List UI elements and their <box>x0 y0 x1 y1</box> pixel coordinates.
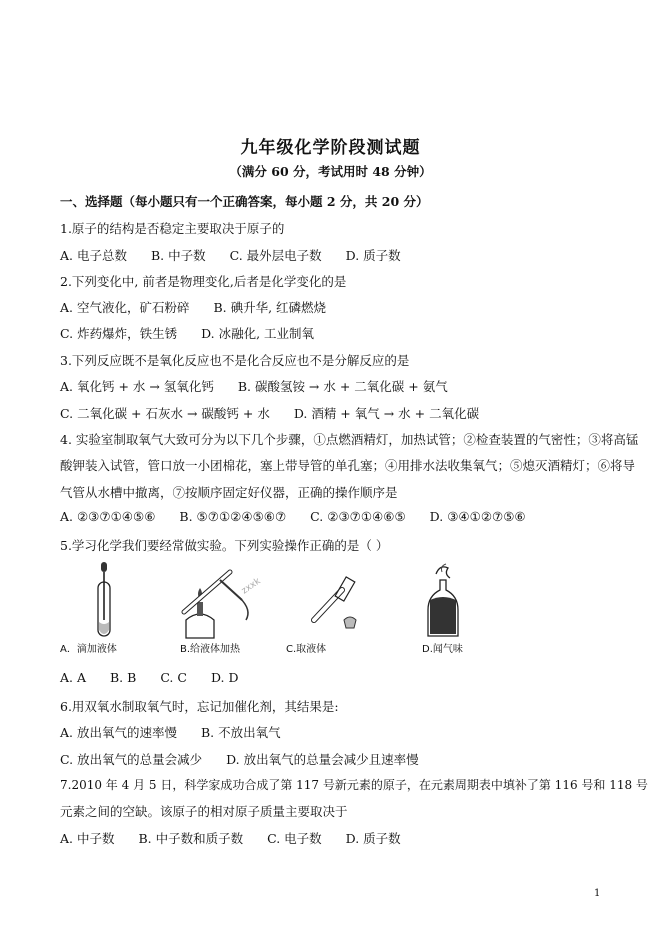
option: B. 碳酸氢铵 → 水 + 二氧化碳 + 氨气 <box>237 379 448 394</box>
question-6-options-row1 <box>60 723 301 741</box>
option: A. ②③⑦①④⑤⑥ <box>60 509 156 524</box>
option: A. 空气液化，矿石粉碎 <box>60 300 190 315</box>
question-1-stem: 1.原子的结构是否稳定主要取决于原子的 <box>60 221 285 236</box>
option: C. 放出氧气的总量会减少 <box>60 752 203 767</box>
option: B. 不放出氧气 <box>200 725 281 740</box>
option: D. 放出氧气的总量会减少且速率慢 <box>226 752 419 767</box>
option: B. 中子数和质子数 <box>138 831 244 846</box>
option: D. 质子数 <box>345 248 401 263</box>
question-4-line1: 4. 实验室制取氧气大致可分为以下几个步骤，①点燃酒精灯，加热试管；②检查装置的气密性；③将高锰 <box>60 432 639 447</box>
option: D. 冰融化, 工业制氧 <box>201 326 315 341</box>
option: D. 质子数 <box>345 831 401 846</box>
figure-c <box>286 560 392 655</box>
page-subtitle: （满分 60 分，考试用时 48 分钟） <box>229 164 432 179</box>
question-1-options <box>60 246 421 264</box>
option: A. 放出氧气的速率慢 <box>60 725 177 740</box>
option: A. 氧化钙 + 水 → 氢氧化钙 <box>60 379 214 394</box>
option: C. 二氧化碳 + 石灰水 → 碳酸钙 + 水 <box>60 406 270 421</box>
experiment-figures <box>60 560 480 655</box>
section-heading: 一、选择题（每小题只有一个正确答案，每小题 2 分，共 20 分） <box>60 194 429 209</box>
option: A. 中子数 <box>60 831 115 846</box>
option: B. 中子数 <box>150 248 206 263</box>
svg-text:zxxk: zxxk <box>239 576 263 597</box>
option: C. 炸药爆炸，铁生锈 <box>60 326 178 341</box>
figure-d <box>410 560 510 655</box>
option: A. A <box>60 670 87 685</box>
question-4-line3: 气管从水槽中撤离，⑦按顺序固定好仪器，正确的操作顺序是 <box>60 485 398 500</box>
heating-illustration <box>172 560 292 640</box>
figure-d-caption: D.闻气味 <box>422 644 463 655</box>
option: B. B <box>110 670 137 685</box>
question-2-options-row1 <box>60 298 346 316</box>
page-number: 1 <box>594 888 601 899</box>
option: A. 电子总数 <box>60 248 127 263</box>
figure-a <box>60 560 160 655</box>
question-6-options-row2 <box>60 750 439 768</box>
question-2-options-row2 <box>60 324 334 342</box>
option: C. 最外层电子数 <box>229 248 322 263</box>
question-7-line2: 元素之间的空缺。该原子的相对原子质量主要取决于 <box>60 804 348 819</box>
question-4-line2: 酸钾装入试管，管口放一小团棉花，塞上带导管的单孔塞；④用排水法收集氧气；⑤熄灭酒精灯；⑥将导 <box>60 458 636 473</box>
question-5-options <box>60 670 258 685</box>
question-3-options-row2 <box>60 404 499 422</box>
question-3-stem: 3.下列反应既不是氧化反应也不是化合反应也不是分解反应的是 <box>60 353 410 368</box>
option: C. 电子数 <box>267 831 322 846</box>
option: B. 碘升华, 红磷燃烧 <box>213 300 327 315</box>
question-3-options-row1 <box>60 377 468 395</box>
option: C. ②③⑦①④⑥⑤ <box>310 509 406 524</box>
question-7-line1: 7.2010 年 4 月 5 日，科学家成功合成了第 117 号新元素的原子，在元素周期表中填补了第 116 号和 118 号 <box>60 778 648 792</box>
figure-b-caption: B.给液体加热 <box>180 644 241 655</box>
question-5-stem: 5.学习化学我们要经常做实验。下列实验操作正确的是（ ） <box>60 538 389 553</box>
option: B. ⑤⑦①②④⑤⑥⑦ <box>179 509 287 524</box>
figure-a-caption: A．滴加液体 <box>60 644 117 655</box>
dropper-tube-illustration <box>60 560 160 640</box>
smelling-illustration <box>410 560 510 640</box>
figure-c-caption: C.取液体 <box>286 644 327 655</box>
option: C. C <box>160 670 187 685</box>
option: D. 酒精 + 氧气 → 水 + 二氧化碳 <box>293 406 480 421</box>
question-2-stem: 2.下列变化中, 前者是物理变化,后者是化学变化的是 <box>60 274 347 289</box>
question-6-stem: 6.用双氧水制取氧气时，忘记加催化剂，其结果是: <box>60 699 339 714</box>
option: D. D <box>210 670 239 685</box>
page-title: 九年级化学阶段测试题 <box>240 138 421 158</box>
figure-b <box>172 560 272 655</box>
question-4-options <box>60 509 546 524</box>
question-7-options <box>60 829 421 847</box>
pouring-illustration <box>292 560 392 640</box>
option: D. ③④①②⑦⑤⑥ <box>429 509 526 524</box>
